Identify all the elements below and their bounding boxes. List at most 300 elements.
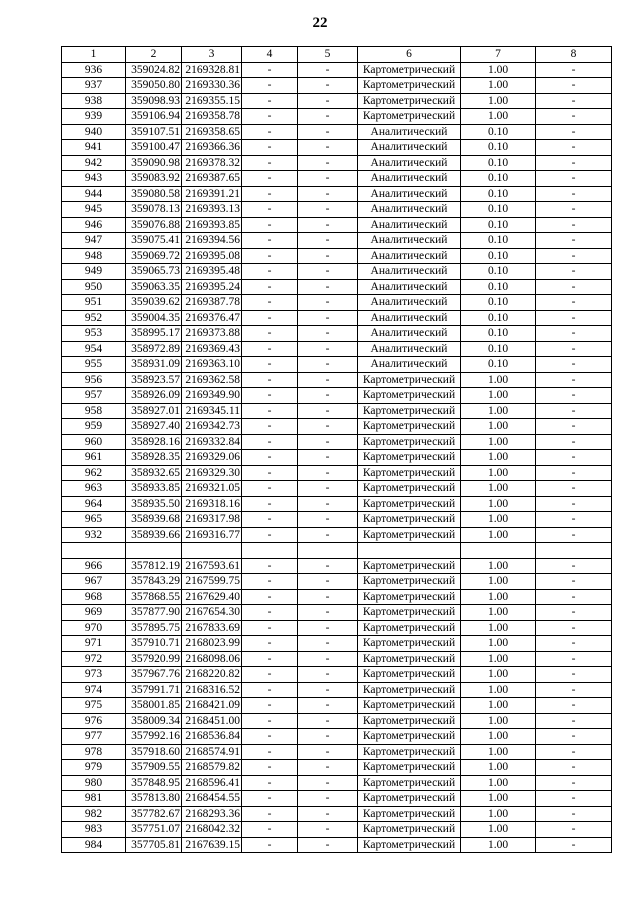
y-coordinate-cell: 2169387.65 (182, 171, 242, 187)
column-4-cell: - (242, 636, 298, 652)
column-4-cell: - (242, 326, 298, 342)
point-number-cell: 962 (62, 465, 126, 481)
point-number-cell: 949 (62, 264, 126, 280)
column-8-cell: - (536, 791, 612, 807)
coordinates-table (61, 46, 612, 853)
table-row (62, 589, 612, 605)
accuracy-cell: 0.10 (461, 264, 536, 280)
method-cell: Аналитический (358, 155, 461, 171)
y-coordinate-cell: 2169328.81 (182, 62, 242, 78)
column-8-cell: - (536, 450, 612, 466)
point-number-cell: 951 (62, 295, 126, 311)
x-coordinate-cell: 359080.58 (126, 186, 182, 202)
table-row (62, 450, 612, 466)
column-8-cell: - (536, 806, 612, 822)
column-4-cell: - (242, 791, 298, 807)
column-5-cell: - (298, 651, 358, 667)
x-coordinate-cell: 359050.80 (126, 78, 182, 94)
column-4-cell: - (242, 248, 298, 264)
point-number-cell: 954 (62, 341, 126, 357)
accuracy-cell: 1.00 (461, 620, 536, 636)
x-coordinate-cell: 358928.16 (126, 434, 182, 450)
column-4-cell: - (242, 574, 298, 590)
column-8-cell: - (536, 155, 612, 171)
y-coordinate-cell: 2168579.82 (182, 760, 242, 776)
table-row (62, 326, 612, 342)
x-coordinate-cell: 358972.89 (126, 341, 182, 357)
table-row (62, 388, 612, 404)
column-4-cell: - (242, 419, 298, 435)
column-8-cell: - (536, 837, 612, 853)
method-cell: Аналитический (358, 171, 461, 187)
y-coordinate-cell: 2169329.30 (182, 465, 242, 481)
y-coordinate-cell: 2169393.13 (182, 202, 242, 218)
column-4-cell: - (242, 310, 298, 326)
table-row (62, 775, 612, 791)
column-5-cell: - (298, 636, 358, 652)
column-8-cell: - (536, 372, 612, 388)
method-cell: Картометрический (358, 465, 461, 481)
point-number-cell: 976 (62, 713, 126, 729)
table-row (62, 357, 612, 373)
column-header: 2 (126, 47, 182, 63)
point-number-cell: 978 (62, 744, 126, 760)
table-row (62, 527, 612, 543)
column-8-cell: - (536, 202, 612, 218)
column-5-cell: - (298, 496, 358, 512)
point-number-cell: 957 (62, 388, 126, 404)
point-number-cell: 966 (62, 558, 126, 574)
y-coordinate-cell: 2168421.09 (182, 698, 242, 714)
y-coordinate-cell: 2169378.32 (182, 155, 242, 171)
method-cell: Картометрический (358, 775, 461, 791)
table-row (62, 651, 612, 667)
accuracy-cell: 1.00 (461, 496, 536, 512)
column-8-cell: - (536, 388, 612, 404)
method-cell: Аналитический (358, 140, 461, 156)
column-8-cell: - (536, 326, 612, 342)
table-row (62, 543, 612, 559)
y-coordinate-cell: 2167593.61 (182, 558, 242, 574)
y-coordinate-cell: 2169316.77 (182, 527, 242, 543)
accuracy-cell: 1.00 (461, 791, 536, 807)
y-coordinate-cell: 2169332.84 (182, 434, 242, 450)
y-coordinate-cell: 2169395.24 (182, 279, 242, 295)
column-8-cell: - (536, 512, 612, 528)
column-8-cell: - (536, 558, 612, 574)
point-number-cell: 981 (62, 791, 126, 807)
y-coordinate-cell: 2169363.10 (182, 357, 242, 373)
point-number-cell: 948 (62, 248, 126, 264)
column-8-cell: - (536, 93, 612, 109)
method-cell: Картометрический (358, 450, 461, 466)
x-coordinate-cell: 359004.35 (126, 310, 182, 326)
y-coordinate-cell: 2167629.40 (182, 589, 242, 605)
column-4-cell: - (242, 93, 298, 109)
method-cell: Картометрический (358, 698, 461, 714)
column-5-cell: - (298, 248, 358, 264)
column-8-cell: - (536, 419, 612, 435)
point-number-cell: 971 (62, 636, 126, 652)
accuracy-cell: 1.00 (461, 744, 536, 760)
column-4-cell: - (242, 806, 298, 822)
method-cell: Аналитический (358, 248, 461, 264)
x-coordinate-cell: 359107.51 (126, 124, 182, 140)
column-8-cell: - (536, 667, 612, 683)
accuracy-cell: 0.10 (461, 341, 536, 357)
column-5-cell: - (298, 264, 358, 280)
column-5-cell: - (298, 620, 358, 636)
column-5-cell: - (298, 140, 358, 156)
table-row (62, 403, 612, 419)
column-4-cell: - (242, 481, 298, 497)
accuracy-cell: 1.00 (461, 589, 536, 605)
accuracy-cell: 0.10 (461, 186, 536, 202)
y-coordinate-cell: 2169395.48 (182, 264, 242, 280)
table-row (62, 481, 612, 497)
column-5-cell: - (298, 791, 358, 807)
column-8-cell: - (536, 651, 612, 667)
accuracy-cell: 1.00 (461, 527, 536, 543)
y-coordinate-cell: 2168220.82 (182, 667, 242, 683)
column-8-cell: - (536, 496, 612, 512)
table-row (62, 109, 612, 125)
column-4-cell: - (242, 124, 298, 140)
point-number-cell: 937 (62, 78, 126, 94)
column-5-cell: - (298, 155, 358, 171)
column-8-cell: - (536, 713, 612, 729)
column-8-cell: - (536, 403, 612, 419)
method-cell: Аналитический (358, 202, 461, 218)
x-coordinate-cell: 357992.16 (126, 729, 182, 745)
column-5-cell: - (298, 279, 358, 295)
column-8-cell: - (536, 248, 612, 264)
point-number-cell: 946 (62, 217, 126, 233)
column-5-cell: - (298, 357, 358, 373)
y-coordinate-cell: 2169317.98 (182, 512, 242, 528)
table-row (62, 605, 612, 621)
x-coordinate-cell: 359106.94 (126, 109, 182, 125)
point-number-cell: 939 (62, 109, 126, 125)
column-5-cell: - (298, 326, 358, 342)
column-5-cell: - (298, 744, 358, 760)
table-row (62, 202, 612, 218)
accuracy-cell: 1.00 (461, 388, 536, 404)
point-number-cell: 979 (62, 760, 126, 776)
table-row (62, 341, 612, 357)
column-5-cell: - (298, 62, 358, 78)
column-4-cell (242, 543, 298, 559)
accuracy-cell: 1.00 (461, 574, 536, 590)
column-5-cell: - (298, 310, 358, 326)
table-row (62, 574, 612, 590)
accuracy-cell: 1.00 (461, 78, 536, 94)
column-8-cell: - (536, 171, 612, 187)
accuracy-cell: 1.00 (461, 450, 536, 466)
column-8-cell: - (536, 760, 612, 776)
accuracy-cell: 0.10 (461, 295, 536, 311)
column-4-cell: - (242, 357, 298, 373)
y-coordinate-cell: 2167833.69 (182, 620, 242, 636)
x-coordinate-cell: 357920.99 (126, 651, 182, 667)
accuracy-cell: 0.10 (461, 155, 536, 171)
table-row (62, 171, 612, 187)
accuracy-cell: 0.10 (461, 233, 536, 249)
accuracy-cell: 0.10 (461, 248, 536, 264)
column-5-cell: - (298, 202, 358, 218)
method-cell: Картометрический (358, 822, 461, 838)
y-coordinate-cell: 2167639.15 (182, 837, 242, 853)
table-row (62, 264, 612, 280)
accuracy-cell (461, 543, 536, 559)
point-number-cell: 977 (62, 729, 126, 745)
column-4-cell: - (242, 620, 298, 636)
x-coordinate-cell: 357868.55 (126, 589, 182, 605)
point-number-cell: 961 (62, 450, 126, 466)
accuracy-cell: 1.00 (461, 775, 536, 791)
method-cell: Картометрический (358, 760, 461, 776)
x-coordinate-cell: 359075.41 (126, 233, 182, 249)
column-8-cell: - (536, 310, 612, 326)
column-5-cell: - (298, 729, 358, 745)
accuracy-cell: 1.00 (461, 93, 536, 109)
point-number-cell: 968 (62, 589, 126, 605)
point-number-cell: 953 (62, 326, 126, 342)
column-8-cell: - (536, 481, 612, 497)
x-coordinate-cell: 358939.66 (126, 527, 182, 543)
table-row (62, 806, 612, 822)
y-coordinate-cell: 2168454.55 (182, 791, 242, 807)
table-row (62, 140, 612, 156)
column-5-cell: - (298, 465, 358, 481)
accuracy-cell: 1.00 (461, 651, 536, 667)
point-number-cell: 970 (62, 620, 126, 636)
x-coordinate-cell: 358009.34 (126, 713, 182, 729)
column-4-cell: - (242, 388, 298, 404)
x-coordinate-cell: 358931.09 (126, 357, 182, 373)
point-number-cell: 980 (62, 775, 126, 791)
column-8-cell (536, 543, 612, 559)
column-8-cell: - (536, 124, 612, 140)
method-cell: Картометрический (358, 78, 461, 94)
y-coordinate-cell: 2169395.08 (182, 248, 242, 264)
x-coordinate-cell: 358933.85 (126, 481, 182, 497)
table-row (62, 620, 612, 636)
column-5-cell: - (298, 434, 358, 450)
column-4-cell: - (242, 403, 298, 419)
column-4-cell: - (242, 434, 298, 450)
accuracy-cell: 1.00 (461, 558, 536, 574)
point-number-cell: 942 (62, 155, 126, 171)
method-cell: Аналитический (358, 124, 461, 140)
column-8-cell: - (536, 729, 612, 745)
accuracy-cell: 1.00 (461, 806, 536, 822)
column-4-cell: - (242, 605, 298, 621)
column-5-cell: - (298, 775, 358, 791)
column-5-cell: - (298, 837, 358, 853)
column-8-cell: - (536, 341, 612, 357)
accuracy-cell: 1.00 (461, 434, 536, 450)
method-cell: Картометрический (358, 403, 461, 419)
point-number-cell: 967 (62, 574, 126, 590)
method-cell: Картометрический (358, 527, 461, 543)
table-row (62, 496, 612, 512)
column-5-cell: - (298, 760, 358, 776)
column-8-cell: - (536, 775, 612, 791)
column-8-cell: - (536, 140, 612, 156)
accuracy-cell: 0.10 (461, 279, 536, 295)
x-coordinate-cell: 357812.19 (126, 558, 182, 574)
point-number-cell: 982 (62, 806, 126, 822)
point-number-cell: 941 (62, 140, 126, 156)
column-5-cell: - (298, 698, 358, 714)
x-coordinate-cell: 358932.65 (126, 465, 182, 481)
table-row (62, 791, 612, 807)
point-number-cell: 965 (62, 512, 126, 528)
column-5-cell: - (298, 822, 358, 838)
table-row (62, 558, 612, 574)
column-4-cell: - (242, 217, 298, 233)
column-5-cell: - (298, 93, 358, 109)
method-cell: Картометрический (358, 481, 461, 497)
column-5-cell: - (298, 217, 358, 233)
column-4-cell: - (242, 682, 298, 698)
column-4-cell: - (242, 155, 298, 171)
y-coordinate-cell: 2169394.56 (182, 233, 242, 249)
column-4-cell: - (242, 450, 298, 466)
point-number-cell: 947 (62, 233, 126, 249)
table-row (62, 124, 612, 140)
column-4-cell: - (242, 713, 298, 729)
method-cell: Картометрический (358, 372, 461, 388)
point-number-cell: 940 (62, 124, 126, 140)
point-number-cell: 938 (62, 93, 126, 109)
column-4-cell: - (242, 264, 298, 280)
y-coordinate-cell: 2169349.90 (182, 388, 242, 404)
column-4-cell: - (242, 62, 298, 78)
table-row (62, 698, 612, 714)
y-coordinate-cell: 2169321.05 (182, 481, 242, 497)
column-4-cell: - (242, 202, 298, 218)
x-coordinate-cell: 357895.75 (126, 620, 182, 636)
x-coordinate-cell: 357782.67 (126, 806, 182, 822)
method-cell: Картометрический (358, 62, 461, 78)
accuracy-cell: 1.00 (461, 372, 536, 388)
y-coordinate-cell: 2169376.47 (182, 310, 242, 326)
y-coordinate-cell (182, 543, 242, 559)
y-coordinate-cell: 2167599.75 (182, 574, 242, 590)
column-8-cell: - (536, 186, 612, 202)
column-8-cell: - (536, 279, 612, 295)
column-4-cell: - (242, 512, 298, 528)
method-cell: Аналитический (358, 295, 461, 311)
method-cell: Картометрический (358, 713, 461, 729)
x-coordinate-cell: 357751.07 (126, 822, 182, 838)
column-8-cell: - (536, 589, 612, 605)
x-coordinate-cell: 357705.81 (126, 837, 182, 853)
method-cell: Картометрический (358, 620, 461, 636)
method-cell: Аналитический (358, 233, 461, 249)
accuracy-cell: 0.10 (461, 202, 536, 218)
point-number-cell: 959 (62, 419, 126, 435)
method-cell: Аналитический (358, 326, 461, 342)
table-row (62, 295, 612, 311)
point-number-cell: 983 (62, 822, 126, 838)
accuracy-cell: 1.00 (461, 698, 536, 714)
point-number-cell: 955 (62, 357, 126, 373)
y-coordinate-cell: 2169358.65 (182, 124, 242, 140)
y-coordinate-cell: 2168023.99 (182, 636, 242, 652)
column-4-cell: - (242, 558, 298, 574)
column-header: 1 (62, 47, 126, 63)
column-header: 3 (182, 47, 242, 63)
y-coordinate-cell: 2169358.78 (182, 109, 242, 125)
x-coordinate-cell: 358926.09 (126, 388, 182, 404)
x-coordinate-cell: 357877.90 (126, 605, 182, 621)
y-coordinate-cell: 2168293.36 (182, 806, 242, 822)
x-coordinate-cell: 359024.82 (126, 62, 182, 78)
table-row (62, 729, 612, 745)
column-4-cell: - (242, 233, 298, 249)
accuracy-cell: 0.10 (461, 124, 536, 140)
column-4-cell: - (242, 186, 298, 202)
point-number-cell: 944 (62, 186, 126, 202)
method-cell: Картометрический (358, 682, 461, 698)
column-8-cell: - (536, 62, 612, 78)
method-cell: Картометрический (358, 806, 461, 822)
x-coordinate-cell: 358935.50 (126, 496, 182, 512)
x-coordinate-cell: 358928.35 (126, 450, 182, 466)
point-number-cell: 936 (62, 62, 126, 78)
column-header: 8 (536, 47, 612, 63)
point-number-cell: 952 (62, 310, 126, 326)
x-coordinate-cell: 359076.88 (126, 217, 182, 233)
y-coordinate-cell: 2168574.91 (182, 744, 242, 760)
x-coordinate-cell: 357813.80 (126, 791, 182, 807)
column-5-cell: - (298, 295, 358, 311)
y-coordinate-cell: 2168316.52 (182, 682, 242, 698)
column-8-cell: - (536, 682, 612, 698)
column-4-cell: - (242, 279, 298, 295)
column-8-cell: - (536, 527, 612, 543)
x-coordinate-cell: 359098.93 (126, 93, 182, 109)
table-row (62, 78, 612, 94)
y-coordinate-cell: 2169391.21 (182, 186, 242, 202)
method-cell: Аналитический (358, 217, 461, 233)
column-4-cell: - (242, 140, 298, 156)
point-number-cell: 958 (62, 403, 126, 419)
column-5-cell: - (298, 605, 358, 621)
y-coordinate-cell: 2168098.06 (182, 651, 242, 667)
table-row (62, 713, 612, 729)
table-row (62, 682, 612, 698)
point-number-cell: 975 (62, 698, 126, 714)
table-row (62, 233, 612, 249)
method-cell: Картометрический (358, 667, 461, 683)
column-5-cell: - (298, 109, 358, 125)
method-cell: Картометрический (358, 109, 461, 125)
x-coordinate-cell: 358939.68 (126, 512, 182, 528)
accuracy-cell: 1.00 (461, 605, 536, 621)
column-header: 5 (298, 47, 358, 63)
column-header: 4 (242, 47, 298, 63)
column-4-cell: - (242, 78, 298, 94)
table-row (62, 434, 612, 450)
column-4-cell: - (242, 465, 298, 481)
y-coordinate-cell: 2167654.30 (182, 605, 242, 621)
accuracy-cell: 1.00 (461, 822, 536, 838)
accuracy-cell: 0.10 (461, 140, 536, 156)
